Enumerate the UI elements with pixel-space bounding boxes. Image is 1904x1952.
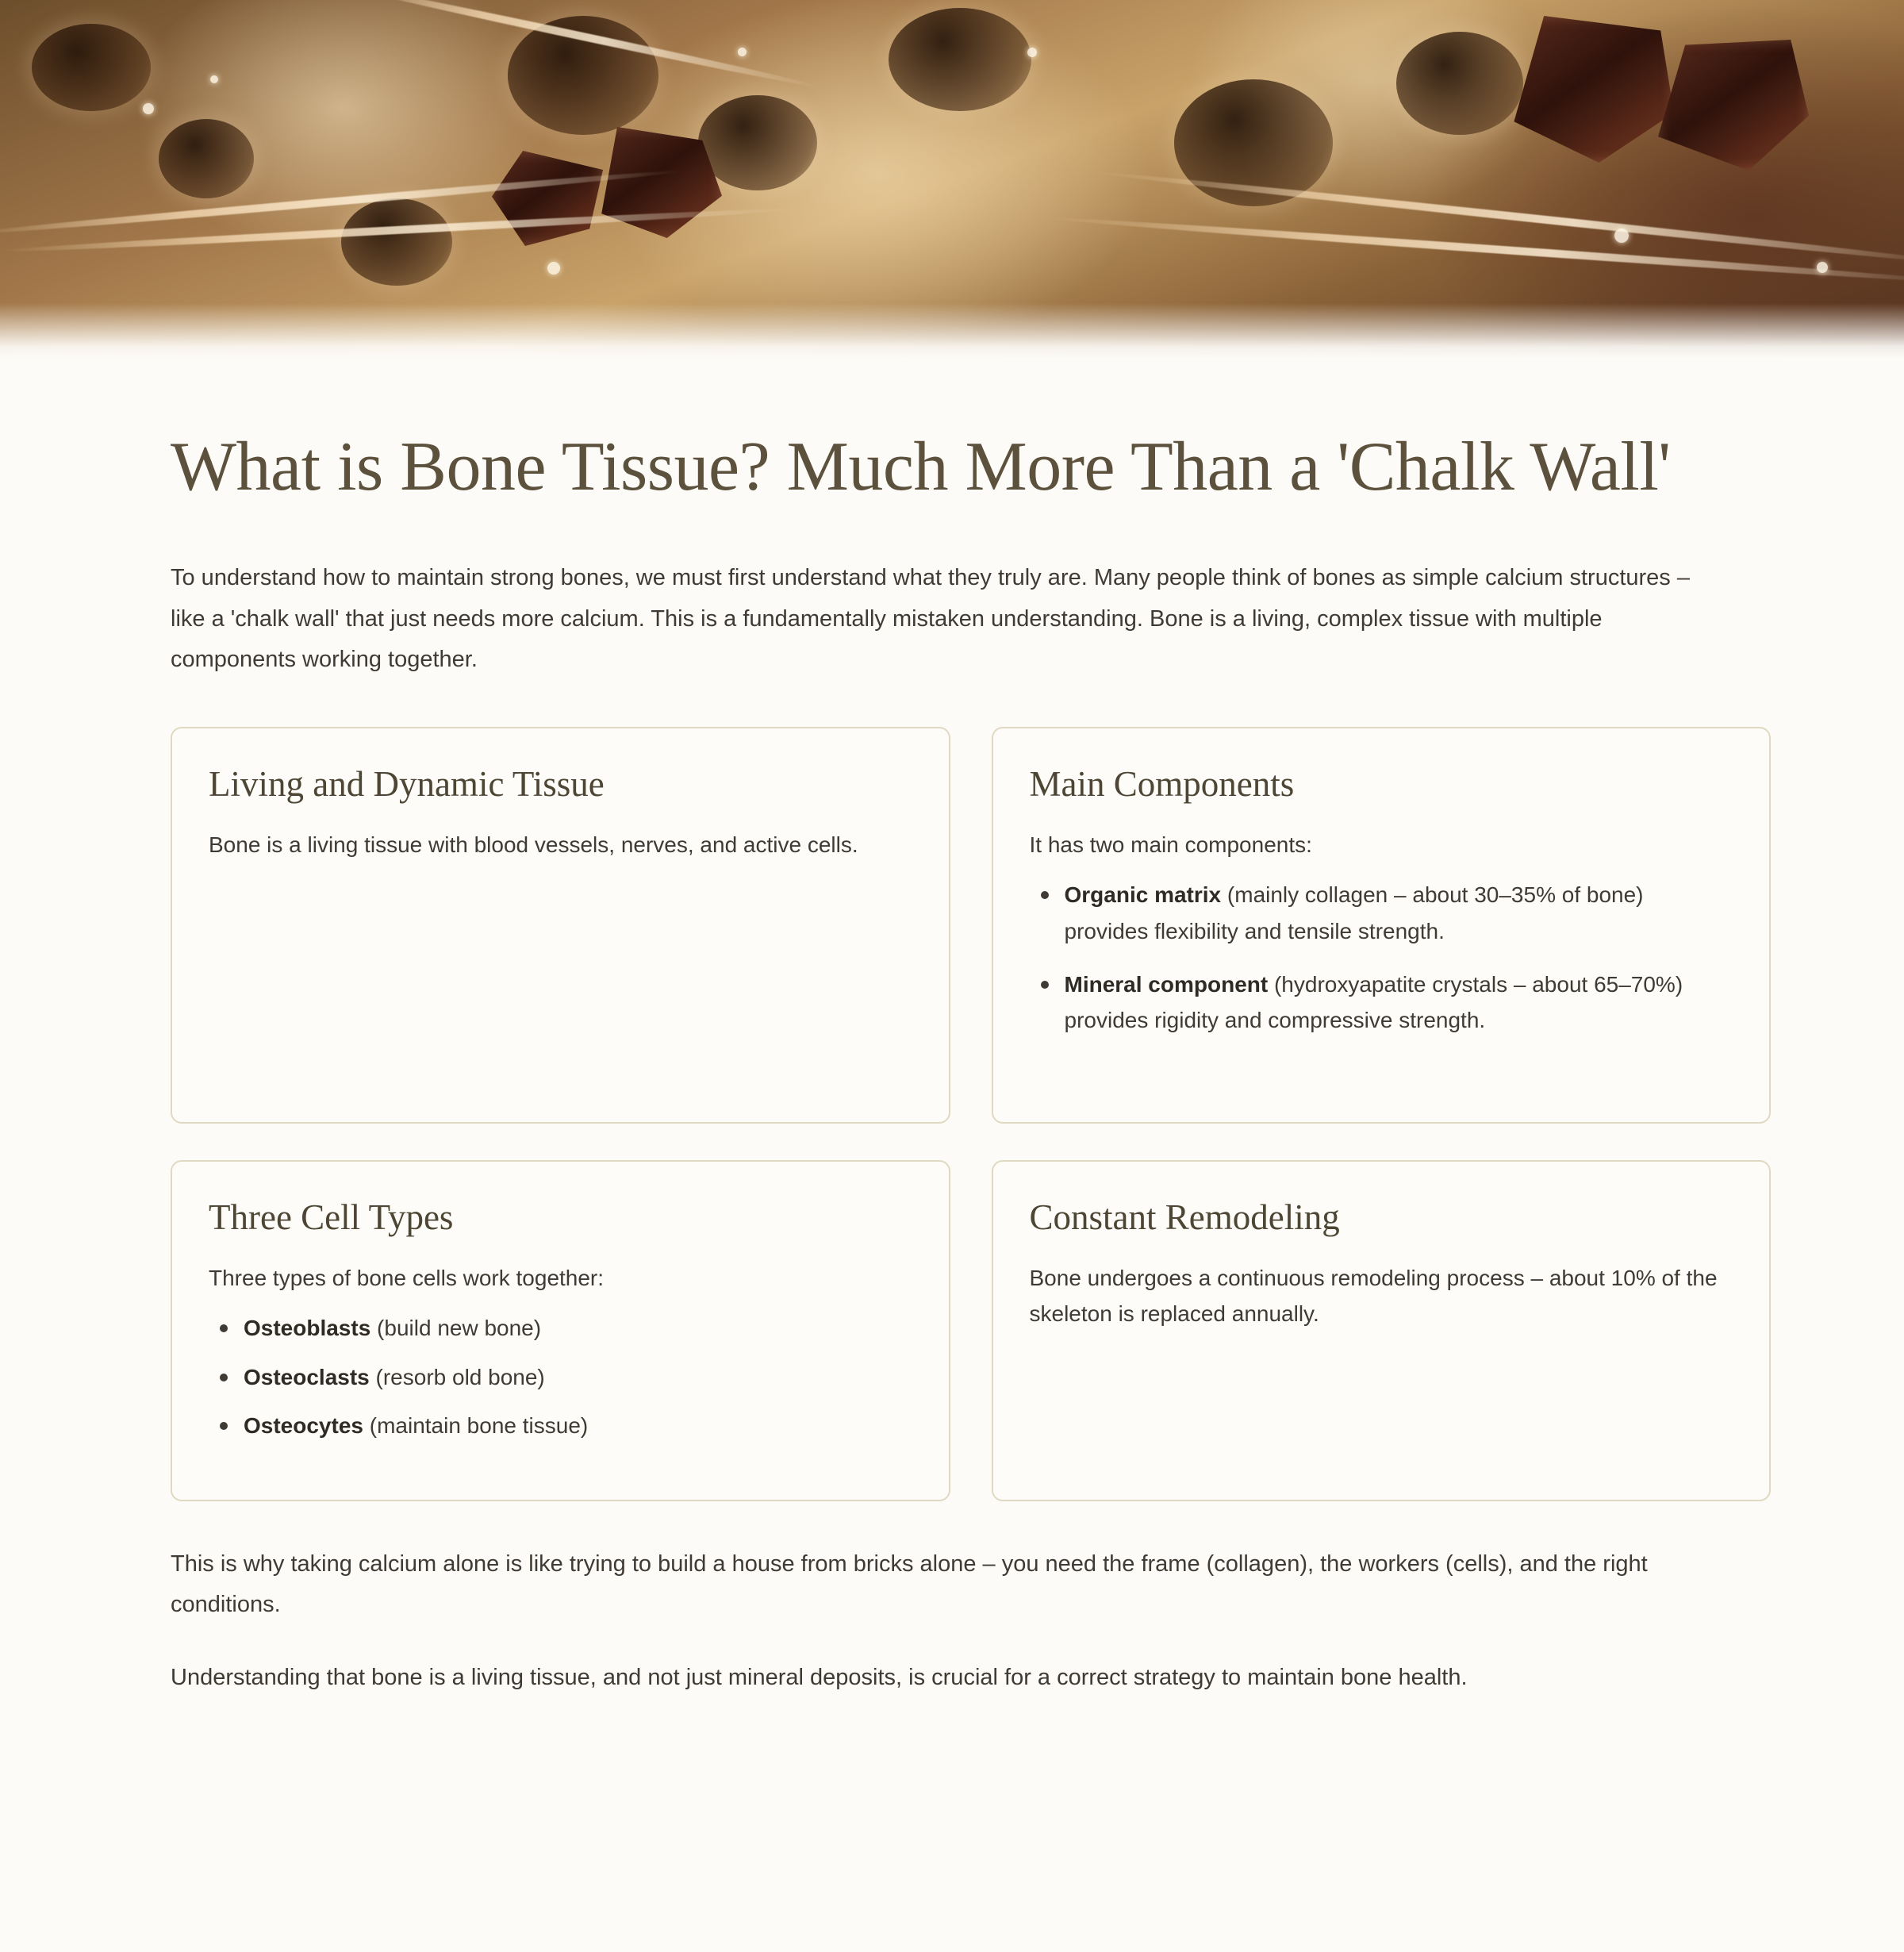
card-title: Living and Dynamic Tissue (209, 763, 605, 804)
list-item-detail: (hydroxyapatite crystals – about 65–70%) provides rigidity and compressive strength. (1064, 972, 1683, 1033)
bone-pore (341, 198, 452, 286)
card-title: Main Components (1029, 763, 1295, 804)
card-title: Three Cell Types (209, 1197, 454, 1237)
list-item (1065, 877, 1733, 949)
mineral-speck (143, 103, 154, 114)
card-body: Bone is a living tissue with blood vessels, nerves, and active cells. (209, 832, 858, 858)
mineral-speck (1027, 48, 1037, 57)
mineral-speck (547, 262, 560, 275)
card-body: Bone undergoes a continuous remodeling process – about 10% of the skeleton is replaced annually. (1029, 1266, 1718, 1327)
hero-bottom-fade (0, 303, 1904, 359)
bone-pore (1396, 32, 1523, 135)
card-bullet-list (209, 1310, 912, 1443)
list-item-detail: (resorb old bone) (369, 1364, 545, 1389)
list-item (244, 1310, 912, 1346)
list-item-term: Mineral component (1064, 972, 1269, 997)
list-item-term: Organic matrix (1064, 882, 1222, 908)
mineral-speck (210, 75, 218, 83)
list-item-term: Osteocytes (244, 1413, 363, 1439)
card-three-cell-types (171, 1160, 950, 1501)
card-title: Constant Remodeling (1029, 1197, 1340, 1237)
bone-pore (32, 24, 151, 111)
card-constant-remodeling (992, 1160, 1772, 1501)
card-main-components (992, 727, 1772, 1124)
card-body: It has two main components: (1029, 832, 1312, 858)
list-item (244, 1408, 912, 1443)
article-container (0, 359, 1904, 1826)
card-bullet-list (1030, 877, 1733, 1038)
mineral-speck (1614, 229, 1629, 243)
list-item (244, 1359, 912, 1395)
closing-paragraph-2: Understanding that bone is a living tissue, and not just mineral deposits, is crucial for a correct strategy to maintain bone health. (171, 1665, 1468, 1690)
mineral-speck (1817, 262, 1828, 273)
intro-paragraph: To understand how to maintain strong bones, we must first understand what they truly are. Many people think of bones as simple calcium structures – like a 'chalk wall' that just needs more calcium. This is a fundamentally mistaken understanding. Bone is a living, complex tissue with multiple components working together. (171, 564, 1690, 673)
list-item (1065, 966, 1733, 1039)
concept-card-grid (171, 727, 1771, 1501)
bone-pore (159, 119, 254, 198)
list-item-term: Osteoclasts (244, 1364, 370, 1389)
bone-pore (698, 95, 817, 190)
card-body: Three types of bone cells work together: (209, 1266, 605, 1291)
card-living-and-dynamic-tissue (171, 727, 950, 1124)
list-item-detail: (maintain bone tissue) (363, 1413, 589, 1439)
hero-banner (0, 0, 1904, 359)
bone-pore (889, 8, 1031, 111)
mineral-speck (738, 48, 747, 56)
closing-paragraph-1: This is why taking calcium alone is like trying to build a house from bricks alone – you need the frame (collagen), the workers (cells), and the right conditions. (171, 1550, 1648, 1618)
list-item-term: Osteoblasts (244, 1316, 371, 1341)
page-title: What is Bone Tissue? Much More Than a 'Chalk Wall' (171, 428, 1671, 505)
list-item-detail: (mainly collagen – about 30–35% of bone) provides flexibility and tensile strength. (1064, 882, 1644, 943)
list-item-detail: (build new bone) (370, 1316, 542, 1341)
